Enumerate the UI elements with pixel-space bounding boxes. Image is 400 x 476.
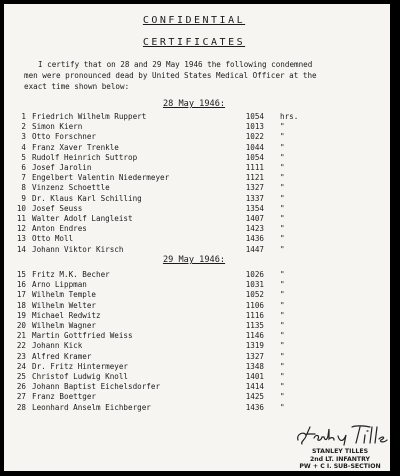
entry-name: Wilhelm Welter (32, 300, 97, 310)
entry-name: Otto Moll (32, 234, 74, 244)
entry-number: 8 (21, 183, 26, 193)
entry-name: Johann Kick (32, 341, 83, 351)
entry-ditto-mark: " (280, 224, 285, 234)
list-item (4, 403, 390, 413)
list-item (4, 352, 390, 362)
entry-time: 1348 (245, 361, 264, 371)
entry-number: 15 (16, 270, 26, 279)
list-item (4, 173, 390, 183)
entry-number: 9 (21, 193, 26, 203)
entry-ditto-mark: " (280, 234, 285, 244)
signer-name: STANLEY TILLES (311, 448, 369, 455)
entry-time: 1436 (245, 234, 264, 244)
entry-number: 25 (16, 372, 26, 381)
signer-unit: PW + C I. SUB-SECTION (299, 463, 381, 471)
entry-ditto-mark: " (280, 300, 285, 310)
entry-time: 1106 (245, 300, 264, 310)
entry-name: Friedrich Wilhelm Ruppert (32, 112, 147, 121)
entry-ditto-mark: " (280, 142, 285, 152)
entry-number: 3 (21, 132, 26, 142)
list-item (4, 204, 390, 214)
list-item (4, 153, 390, 163)
entry-ditto-mark: " (280, 361, 285, 371)
list-item (4, 234, 390, 244)
entry-ditto-mark: " (280, 132, 285, 142)
entry-ditto-mark: " (280, 183, 285, 193)
list-item (4, 112, 390, 122)
entry-ditto-mark: " (280, 331, 285, 341)
list-item (4, 245, 390, 255)
entry-number: 22 (16, 341, 26, 351)
entry-number: 5 (21, 152, 26, 162)
entry-time: 1401 (245, 372, 264, 381)
entry-time: 1436 (245, 402, 264, 412)
entry-name: Martin Gottfried Weiss (32, 331, 133, 341)
entry-ditto-mark: " (280, 280, 285, 290)
list-item (4, 321, 390, 331)
entry-time: 1026 (245, 270, 264, 279)
entry-number: 4 (21, 142, 26, 152)
entry-number: 6 (21, 163, 26, 172)
entry-name: Josef Seuss (32, 203, 83, 213)
entry-name: Dr. Fritz Hintermeyer (32, 361, 129, 371)
entry-ditto-mark: " (280, 351, 285, 361)
entry-ditto-mark: " (280, 214, 285, 223)
entry-ditto-mark: " (280, 163, 285, 172)
entry-time: 1146 (245, 331, 264, 341)
entry-time: 1044 (245, 142, 264, 152)
entry-name: Franz Boettger (32, 392, 97, 402)
entry-time: 1031 (245, 280, 264, 290)
list-item (4, 311, 390, 321)
entry-ditto-mark: " (280, 402, 285, 412)
entry-time: 1111 (245, 163, 264, 172)
entry-ditto-mark: " (280, 193, 285, 203)
entry-number: 11 (16, 214, 26, 223)
entry-name: Engelbert Valentin Niedermeyer (32, 173, 170, 183)
entry-name: Johann Baptist Eichelsdorfer (32, 382, 161, 392)
entry-number: 26 (16, 382, 26, 392)
entry-name: Fritz M.K. Becher (32, 270, 110, 279)
certification-statement (24, 59, 386, 92)
entry-ditto-mark: " (280, 372, 285, 381)
entry-number: 23 (16, 351, 26, 361)
list-item (4, 372, 390, 382)
entry-name: Vinzenz Schoettle (32, 183, 110, 193)
entry-ditto-mark: " (280, 203, 285, 213)
document-subtitle: CERTIFICATES (142, 37, 246, 48)
document-page (4, 4, 390, 471)
entry-name: Wilhelm Temple (32, 290, 97, 300)
entry-ditto-mark: " (280, 270, 285, 279)
entry-time: 1013 (245, 122, 264, 132)
entry-name: Franz Xaver Trenkle (32, 142, 119, 152)
entry-name: Leonhard Anselm Eichberger (32, 402, 151, 412)
entry-number: 7 (21, 173, 26, 183)
entry-time: 1052 (245, 290, 264, 300)
entry-ditto-mark: " (280, 310, 285, 320)
entry-number: 2 (21, 122, 26, 132)
entry-number: 18 (16, 300, 26, 310)
list-item (4, 214, 390, 224)
entry-time: 1319 (245, 341, 264, 351)
list-item (4, 301, 390, 311)
section-date: 29 May 1946: (162, 255, 226, 265)
entry-name: Rudolf Heinrich Suttrop (32, 152, 138, 162)
entry-number: 10 (16, 203, 26, 213)
entry-name: Dr. Klaus Karl Schilling (32, 193, 142, 203)
entry-ditto-mark: " (280, 321, 285, 330)
intro-line: men were pronounced dead by United States Medical Officer at the (24, 71, 317, 80)
list-item (4, 194, 390, 204)
entry-time: 1135 (245, 321, 264, 330)
entry-name: Anton Endres (32, 224, 87, 234)
list-item (4, 280, 390, 290)
list-item (4, 122, 390, 132)
entry-number: 14 (16, 244, 26, 254)
entry-name: Otto Forschner (32, 132, 97, 142)
section-date: 28 May 1946: (162, 99, 226, 109)
entry-time: 1022 (245, 132, 264, 142)
entry-ditto-mark: " (280, 290, 285, 300)
list-item (4, 143, 390, 153)
entry-name: Wilhelm Wagner (32, 321, 97, 330)
entry-time: 1337 (245, 193, 264, 203)
list-item (4, 341, 390, 351)
entry-ditto-mark: " (280, 244, 285, 254)
entry-time: 1054 (245, 112, 264, 121)
entry-ditto-mark: hrs. (280, 112, 299, 121)
entry-name: Simon Kiern (32, 122, 83, 132)
handwritten-signature (294, 423, 390, 447)
entry-time: 1116 (245, 310, 264, 320)
entry-number: 20 (16, 321, 26, 330)
list-item (4, 392, 390, 402)
list-item (4, 183, 390, 193)
signer-rank: 2nd LT. INFANTRY (309, 455, 371, 463)
entry-name: Josef Jarolin (32, 163, 92, 172)
entry-ditto-mark: " (280, 392, 285, 402)
list-item (4, 382, 390, 392)
entry-time: 1414 (245, 382, 264, 392)
entry-time: 1327 (245, 183, 264, 193)
entry-number: 21 (16, 331, 26, 341)
entry-name: Alfred Kramer (32, 351, 92, 361)
list-item (4, 331, 390, 341)
entry-time: 1354 (245, 203, 264, 213)
entry-number: 1 (21, 112, 26, 121)
entry-time: 1423 (245, 224, 264, 234)
entry-name: Walter Adolf Langleist (32, 214, 133, 223)
list-item (4, 362, 390, 372)
list-item (4, 270, 390, 280)
entry-number: 28 (16, 402, 26, 412)
entry-ditto-mark: " (280, 173, 285, 183)
entry-time: 1425 (245, 392, 264, 402)
entry-ditto-mark: " (280, 152, 285, 162)
entry-name: Michael Redwitz (32, 310, 101, 320)
document-title: CONFIDENTIAL (142, 15, 246, 26)
entry-number: 12 (16, 224, 26, 234)
list-item (4, 224, 390, 234)
intro-line: I certify that on 28 and 29 May 1946 the following condemned (38, 60, 313, 69)
entry-name: Arno Lippman (32, 280, 87, 290)
entry-number: 27 (16, 392, 26, 402)
entry-time: 1327 (245, 351, 264, 361)
entry-number: 17 (16, 290, 26, 300)
entry-ditto-mark: " (280, 382, 285, 392)
list-item (4, 290, 390, 300)
list-item (4, 132, 390, 142)
entry-number: 16 (16, 280, 26, 290)
intro-line: exact time shown below: (24, 82, 130, 91)
entry-time: 1054 (245, 152, 264, 162)
signature-block (290, 448, 390, 471)
entry-name: Christof Ludwig Knoll (32, 372, 129, 381)
entry-ditto-mark: " (280, 341, 285, 351)
entry-number: 19 (16, 310, 26, 320)
entry-time: 1407 (245, 214, 264, 223)
list-item (4, 163, 390, 173)
entry-time: 1121 (245, 173, 264, 183)
entry-number: 13 (16, 234, 26, 244)
entry-ditto-mark: " (280, 122, 285, 132)
entry-time: 1447 (245, 244, 264, 254)
entry-name: Johann Viktor Kirsch (32, 244, 124, 254)
entry-number: 24 (16, 361, 26, 371)
